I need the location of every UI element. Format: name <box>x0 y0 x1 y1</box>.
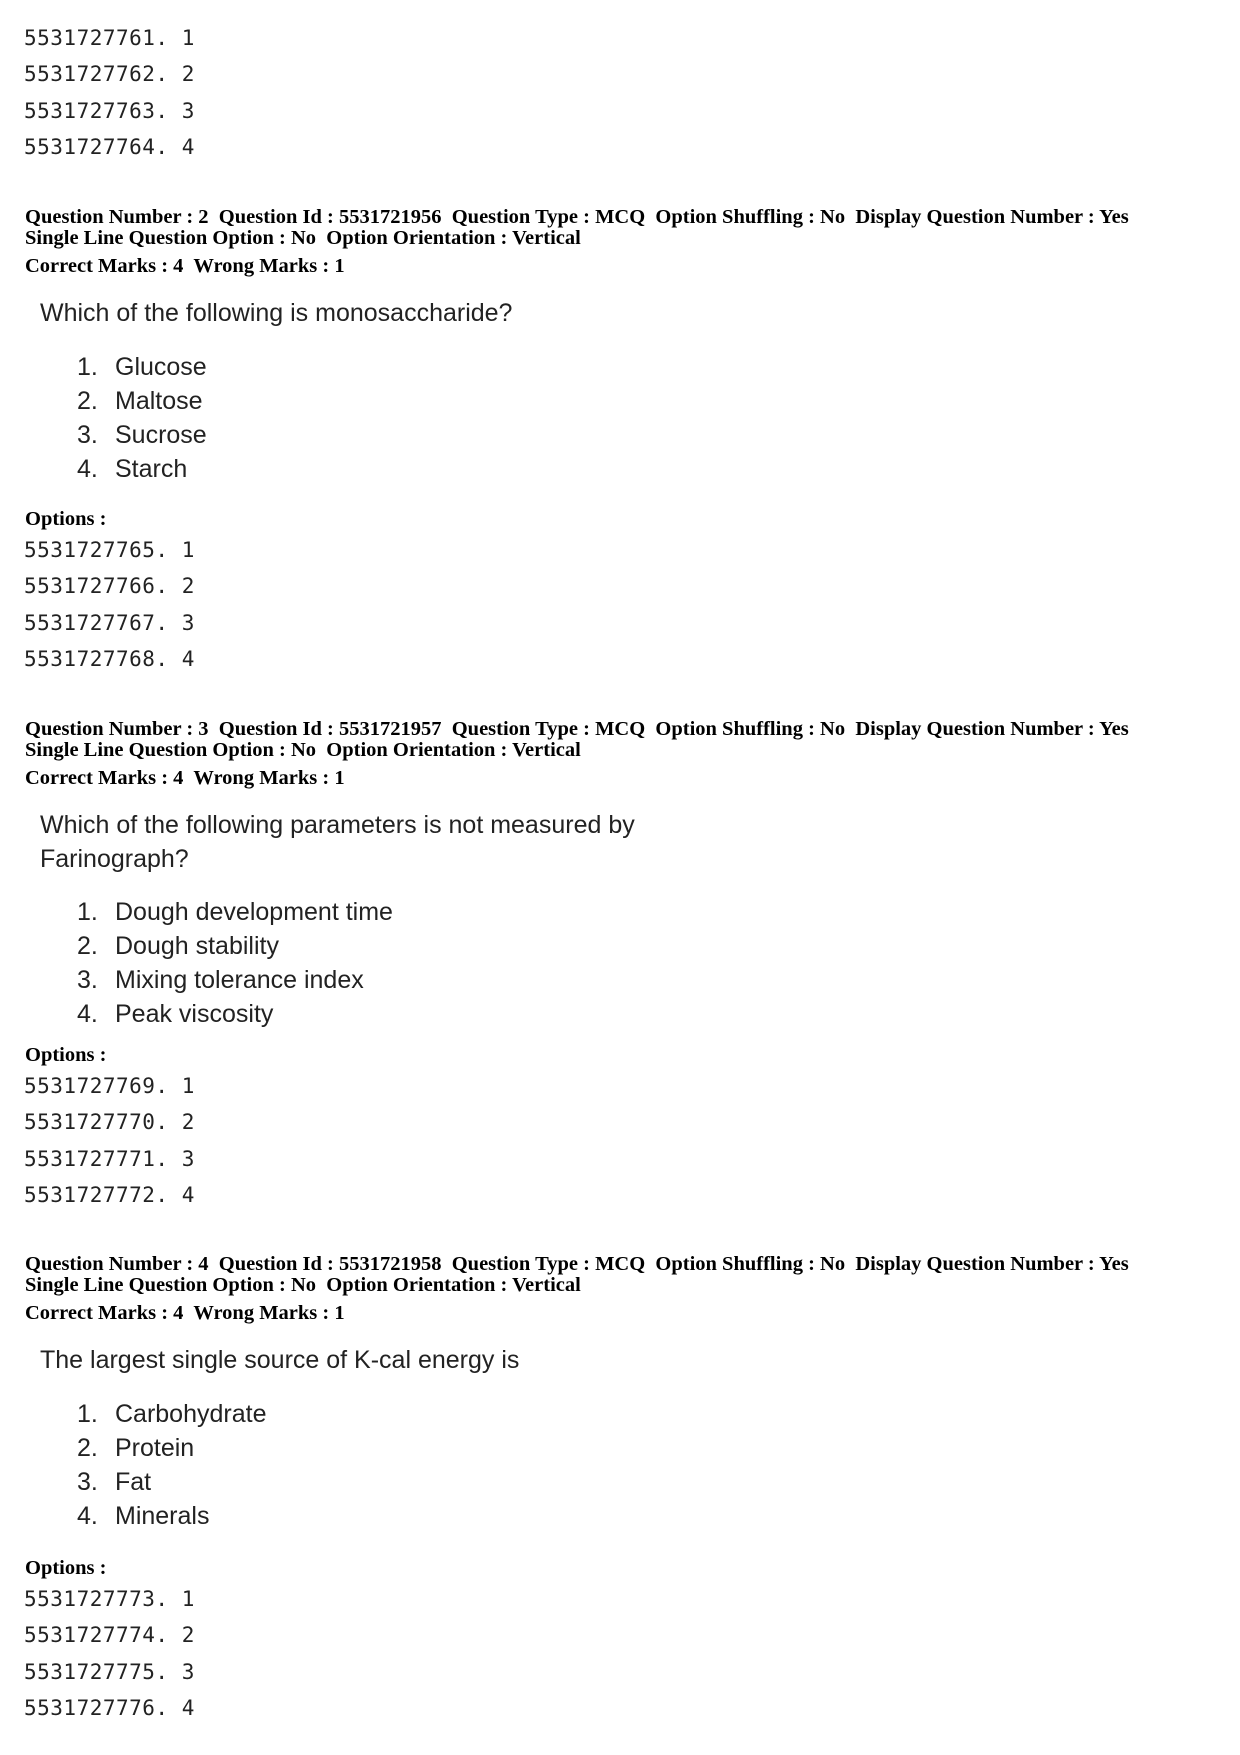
question-meta-line1: Question Number : 3 Question Id : 5531721957 Question Type : MCQ Option Shuffling : No Display Question Number : Yes <box>25 718 1129 740</box>
question-marks: Correct Marks : 4 Wrong Marks : 1 <box>25 255 345 277</box>
question-marks: Correct Marks : 4 Wrong Marks : 1 <box>25 1302 345 1324</box>
choice-number: 4. <box>77 455 98 483</box>
question-text: The largest single source of K-cal energy is <box>40 1346 520 1374</box>
option-id-line: 5531727776. 4 <box>24 1696 195 1720</box>
choice-text: Peak viscosity <box>115 1000 274 1028</box>
option-id-line: 5531727769. 1 <box>24 1074 195 1098</box>
question-text: Which of the following parameters is not measured by <box>40 811 635 839</box>
choice-text: Dough development time <box>115 898 393 926</box>
choice-text: Protein <box>115 1434 195 1462</box>
question-text: Farinograph? <box>40 845 189 873</box>
choice-number: 2. <box>77 1434 98 1462</box>
choice-number: 4. <box>77 1000 98 1028</box>
choice-number: 3. <box>77 421 98 449</box>
question-choice <box>77 898 393 927</box>
choice-number: 1. <box>77 898 98 926</box>
choice-text: Mixing tolerance index <box>115 966 364 994</box>
choice-number: 4. <box>77 1502 98 1530</box>
option-id-line: 5531727761. 1 <box>24 26 195 50</box>
option-id-line: 5531727767. 3 <box>24 611 195 635</box>
question-choice <box>77 1502 209 1531</box>
option-id-line: 5531727773. 1 <box>24 1587 195 1611</box>
choice-text: Carbohydrate <box>115 1400 267 1428</box>
option-id-line: 5531727775. 3 <box>24 1660 195 1684</box>
choice-text: Glucose <box>115 353 207 381</box>
choice-text: Sucrose <box>115 421 207 449</box>
question-choice <box>77 966 364 995</box>
option-id-line: 5531727768. 4 <box>24 647 195 671</box>
option-id-line: 5531727771. 3 <box>24 1147 195 1171</box>
options-label: Options : <box>25 1044 107 1066</box>
choice-text: Starch <box>115 455 188 483</box>
choice-text: Minerals <box>115 1502 210 1530</box>
question-choice <box>77 387 203 416</box>
option-id-line: 5531727766. 2 <box>24 574 195 598</box>
question-meta-line1: Question Number : 2 Question Id : 5531721956 Question Type : MCQ Option Shuffling : No Display Question Number : Yes <box>25 206 1129 228</box>
choice-number: 3. <box>77 1468 98 1496</box>
choice-number: 1. <box>77 353 98 381</box>
choice-number: 2. <box>77 932 98 960</box>
options-label: Options : <box>25 1557 107 1579</box>
option-id-line: 5531727765. 1 <box>24 538 195 562</box>
question-choice <box>77 1000 273 1029</box>
question-text: Which of the following is monosaccharide? <box>40 299 513 327</box>
option-id-line: 5531727770. 2 <box>24 1110 195 1134</box>
question-choice <box>77 932 279 961</box>
choice-number: 2. <box>77 387 98 415</box>
choice-text: Fat <box>115 1468 152 1496</box>
option-id-line: 5531727774. 2 <box>24 1623 195 1647</box>
option-id-line: 5531727762. 2 <box>24 62 195 86</box>
question-marks: Correct Marks : 4 Wrong Marks : 1 <box>25 767 345 789</box>
choice-number: 3. <box>77 966 98 994</box>
option-id-line: 5531727772. 4 <box>24 1183 195 1207</box>
options-label: Options : <box>25 508 107 530</box>
question-meta-line2: Single Line Question Option : No Option Orientation : Vertical <box>25 1274 581 1296</box>
option-id-line: 5531727764. 4 <box>24 135 195 159</box>
question-choice <box>77 1400 266 1429</box>
question-choice <box>77 1434 194 1463</box>
question-meta-line2: Single Line Question Option : No Option Orientation : Vertical <box>25 739 581 761</box>
option-id-line: 5531727763. 3 <box>24 99 195 123</box>
choice-number: 1. <box>77 1400 98 1428</box>
question-meta-line2: Single Line Question Option : No Option Orientation : Vertical <box>25 227 581 249</box>
choice-text: Dough stability <box>115 932 279 960</box>
question-choice <box>77 455 187 484</box>
choice-text: Maltose <box>115 387 203 415</box>
question-meta-line1: Question Number : 4 Question Id : 5531721958 Question Type : MCQ Option Shuffling : No Display Question Number : Yes <box>25 1253 1129 1275</box>
question-choice <box>77 353 207 382</box>
question-choice <box>77 421 207 450</box>
question-choice <box>77 1468 151 1497</box>
